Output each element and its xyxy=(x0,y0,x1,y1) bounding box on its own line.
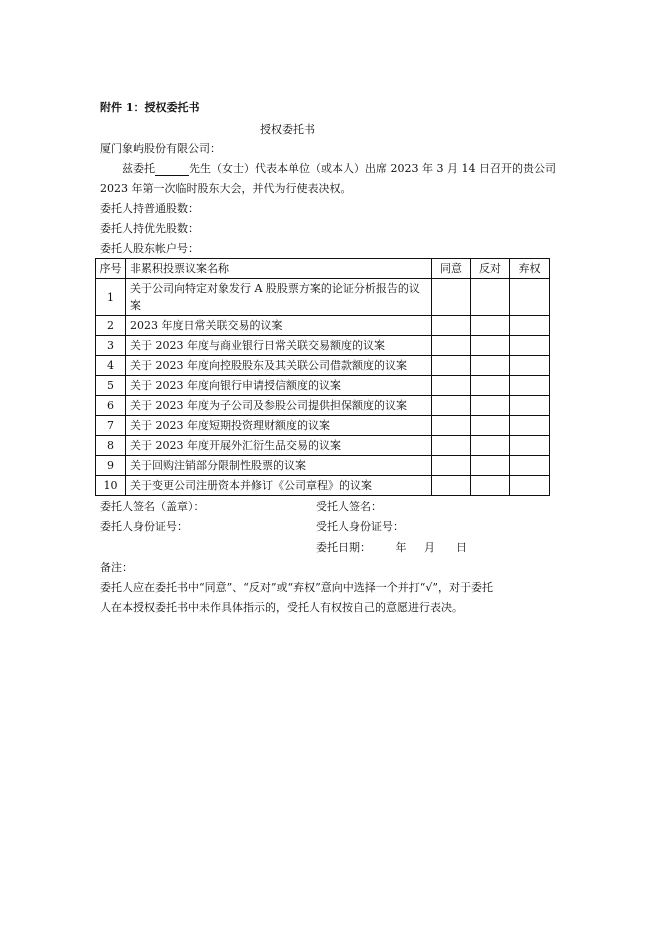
agent-signature: 受托人签名： xyxy=(316,500,382,513)
agree-cell[interactable] xyxy=(432,336,471,356)
table-row xyxy=(96,356,550,376)
proxy-name-blank xyxy=(155,164,189,176)
agree-cell[interactable] xyxy=(432,396,471,416)
row-number: 10 xyxy=(96,476,126,496)
addressee: 厦门象屿股份有限公司： xyxy=(100,142,221,155)
delegation-date: 委托日期： 年 月 日 xyxy=(316,541,467,554)
principal-signature: 委托人签名（盖章）： xyxy=(100,500,205,513)
preferred-shares-field: 委托人持优先股数： xyxy=(100,222,199,235)
table-row xyxy=(96,316,550,336)
abstain-cell[interactable] xyxy=(510,476,550,496)
abstain-cell[interactable] xyxy=(510,356,550,376)
proposal-name: 关于 2023 年度向银行申请授信额度的议案 xyxy=(126,376,432,396)
table-row xyxy=(96,416,550,436)
oppose-cell[interactable] xyxy=(471,356,510,376)
para-middle: 先生（女士）代表本单位（或本人）出席 2023 年 3 月 14 日召开的贵公司 xyxy=(189,162,556,175)
proposal-name: 关于 2023 年度为子公司及参股公司提供担保额度的议案 xyxy=(126,396,432,416)
abstain-cell[interactable] xyxy=(510,376,550,396)
authorization-paragraph-cont: 2023 年第一次临时股东大会，并代为行使表决权。 xyxy=(100,182,352,195)
principal-id: 委托人身份证号： xyxy=(100,520,188,533)
row-number: 3 xyxy=(96,336,126,356)
account-number-field: 委托人股东帐户号： xyxy=(100,242,199,255)
notes-line-1: 委托人应在委托书中“同意”、“反对”或“弃权”意向中选择一个并打“√”，对于委托 xyxy=(100,581,493,594)
oppose-cell[interactable] xyxy=(471,436,510,456)
oppose-cell[interactable] xyxy=(471,316,510,336)
voting-table xyxy=(95,258,550,496)
proposal-name: 关于 2023 年度短期投资理财额度的议案 xyxy=(126,416,432,436)
table-row xyxy=(96,336,550,356)
row-number: 4 xyxy=(96,356,126,376)
agree-cell[interactable] xyxy=(432,356,471,376)
agree-cell[interactable] xyxy=(432,316,471,336)
abstain-cell[interactable] xyxy=(510,316,550,336)
document-title: 授权委托书 xyxy=(260,123,315,136)
oppose-cell[interactable] xyxy=(471,476,510,496)
agree-cell[interactable] xyxy=(432,436,471,456)
table-row xyxy=(96,279,550,316)
oppose-cell[interactable] xyxy=(471,456,510,476)
row-number: 6 xyxy=(96,396,126,416)
proposal-name: 关于 2023 年度与商业银行日常关联交易额度的议案 xyxy=(126,336,432,356)
proposal-name: 关于变更公司注册资本并修订《公司章程》的议案 xyxy=(126,476,432,496)
notes-label: 备注： xyxy=(100,561,133,574)
table-header xyxy=(96,259,550,279)
oppose-cell[interactable] xyxy=(471,336,510,356)
notes-line-2: 人在本授权委托书中未作具体指示的，受托人有权按自己的意愿进行表决。 xyxy=(100,601,463,614)
agree-cell[interactable] xyxy=(432,279,471,316)
header-agree: 同意 xyxy=(432,259,471,279)
row-number: 8 xyxy=(96,436,126,456)
abstain-cell[interactable] xyxy=(510,336,550,356)
abstain-cell[interactable] xyxy=(510,416,550,436)
header-abstain: 弃权 xyxy=(510,259,550,279)
header-oppose: 反对 xyxy=(471,259,510,279)
table-row xyxy=(96,476,550,496)
row-number: 7 xyxy=(96,416,126,436)
row-number: 9 xyxy=(96,456,126,476)
row-number: 5 xyxy=(96,376,126,396)
header-name: 非累积投票议案名称 xyxy=(126,259,432,279)
table-row xyxy=(96,436,550,456)
abstain-cell[interactable] xyxy=(510,436,550,456)
row-number: 1 xyxy=(96,279,126,316)
proposal-name: 关于 2023 年度开展外汇衍生品交易的议案 xyxy=(126,436,432,456)
agree-cell[interactable] xyxy=(432,456,471,476)
proposal-name: 关于回购注销部分限制性股票的议案 xyxy=(126,456,432,476)
agree-cell[interactable] xyxy=(432,476,471,496)
oppose-cell[interactable] xyxy=(471,416,510,436)
row-number: 2 xyxy=(96,316,126,336)
abstain-cell[interactable] xyxy=(510,396,550,416)
oppose-cell[interactable] xyxy=(471,396,510,416)
agree-cell[interactable] xyxy=(432,416,471,436)
proposal-name: 2023 年度日常关联交易的议案 xyxy=(126,316,432,336)
authorization-paragraph xyxy=(122,162,556,176)
common-shares-field: 委托人持普通股数： xyxy=(100,202,199,215)
table-row xyxy=(96,396,550,416)
para-start: 兹委托 xyxy=(122,162,155,175)
oppose-cell[interactable] xyxy=(471,376,510,396)
table-row xyxy=(96,456,550,476)
oppose-cell[interactable] xyxy=(471,279,510,316)
abstain-cell[interactable] xyxy=(510,279,550,316)
agree-cell[interactable] xyxy=(432,376,471,396)
table-row xyxy=(96,376,550,396)
agent-id: 受托人身份证号： xyxy=(316,520,404,533)
attachment-heading: 附件 1：授权委托书 xyxy=(100,101,200,114)
proposal-name: 关于 2023 年度向控股股东及其关联公司借款额度的议案 xyxy=(126,356,432,376)
abstain-cell[interactable] xyxy=(510,456,550,476)
header-no: 序号 xyxy=(96,259,126,279)
proposal-name: 关于公司向特定对象发行 A 股股票方案的论证分析报告的议案 xyxy=(126,279,432,316)
